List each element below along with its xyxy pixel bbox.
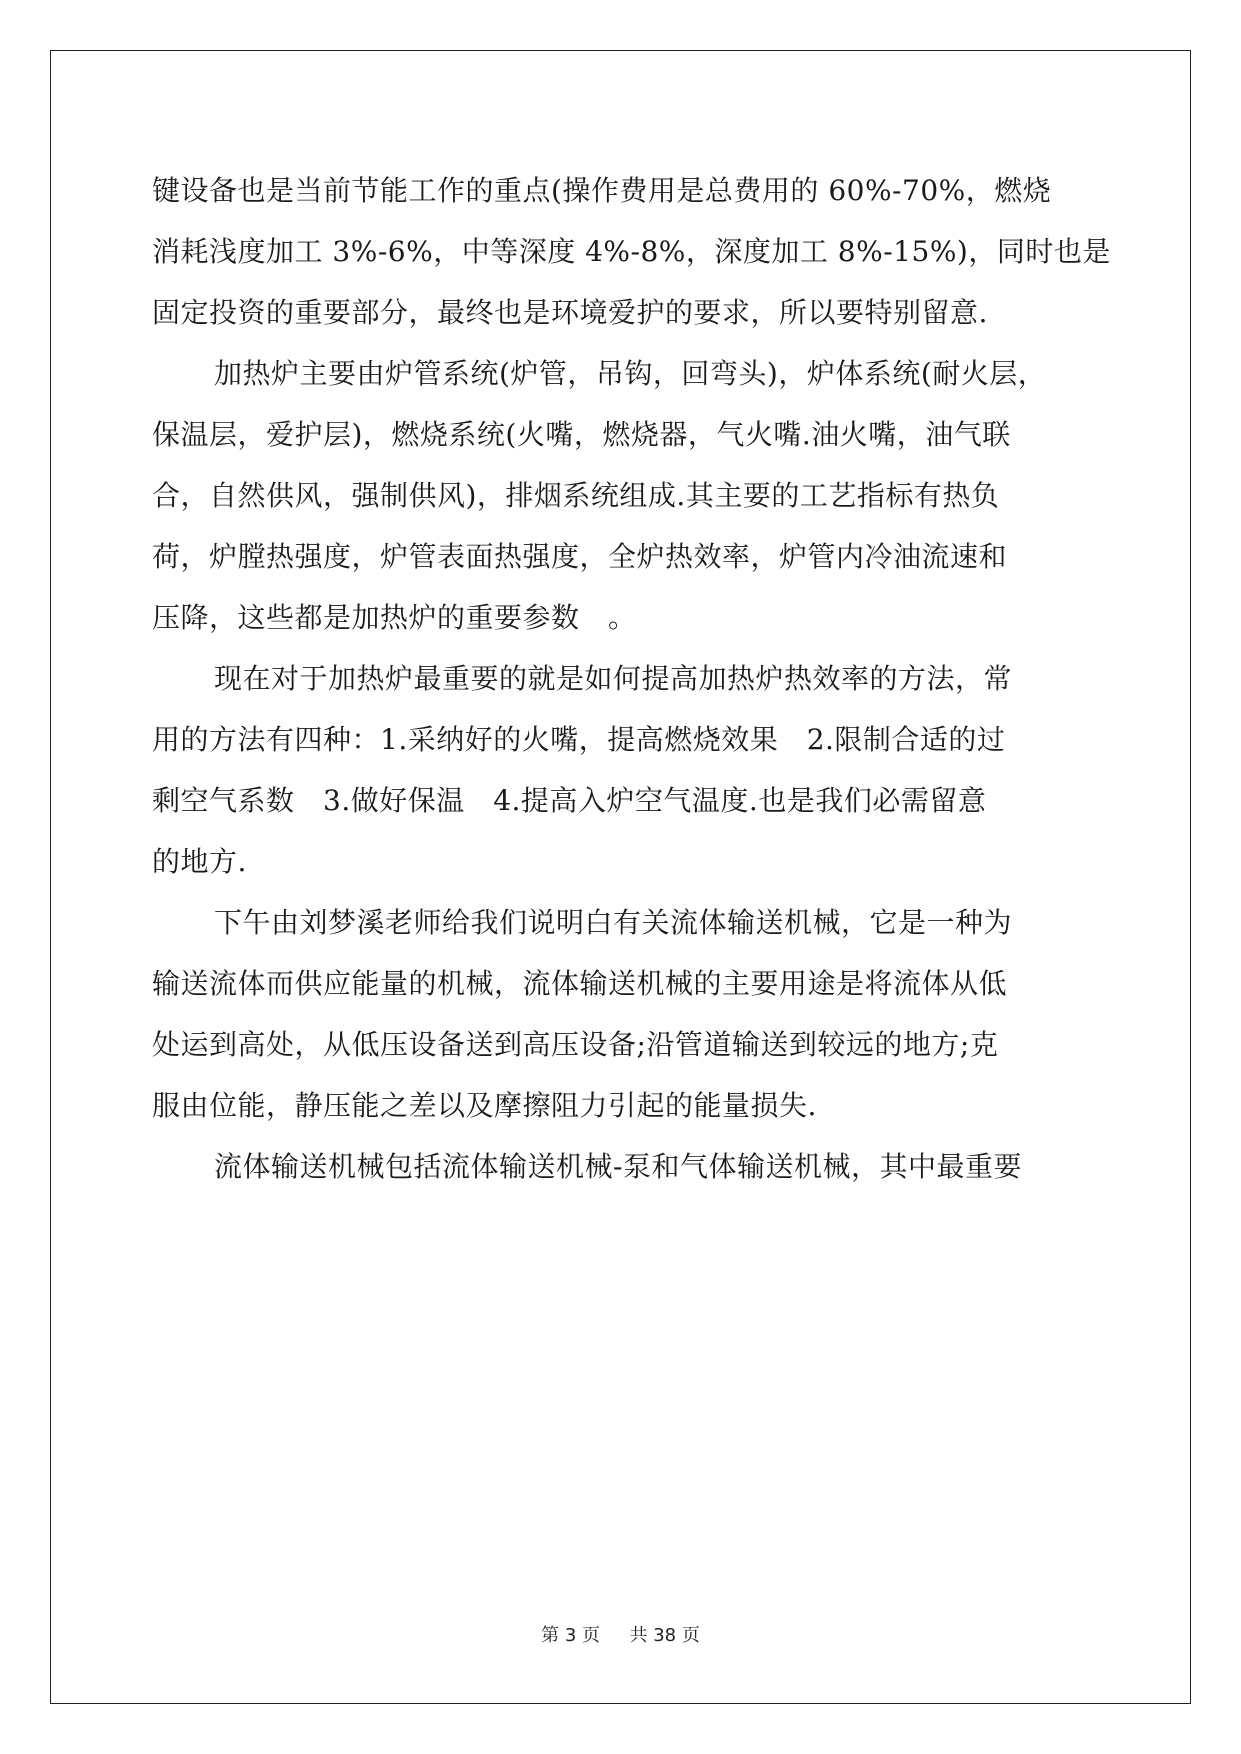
text-line: 保温层，爱护层)，燃烧系统(火嘴，燃烧器，气火嘴.油火嘴，油气联 [152, 418, 1011, 451]
page-number: 第 3 页 [541, 1625, 601, 1646]
paragraph-start-line: 下午由刘梦溪老师给我们说明白有关流体输送机械，它是一种为 [214, 906, 1013, 939]
document-body [152, 160, 1111, 1197]
total-pages: 共 38 页 [629, 1625, 700, 1646]
text-line: 荷，炉膛热强度，炉管表面热强度，全炉热效率，炉管内冷油流速和 [152, 540, 1008, 573]
text-line: 合，自然供风，强制供风)，排烟系统组成.其主要的工艺指标有热负 [152, 479, 1000, 512]
text-line: 消耗浅度加工 3%-6%，中等深度 4%-8%，深度加工 8%-15%)，同时也是 [152, 235, 1111, 268]
text-line: 处运到高处，从低压设备送到高压设备;沿管道输送到较远的地方;克 [152, 1028, 999, 1061]
text-line: 用的方法有四种：1.采纳好的火嘴，提高燃烧效果 2.限制合适的过 [152, 723, 1006, 756]
text-line: 的地方. [152, 845, 247, 878]
paragraph-start-line: 现在对于加热炉最重要的就是如何提高加热炉热效率的方法，常 [214, 662, 1013, 695]
page-footer [0, 1621, 1241, 1647]
text-line: 压降，这些都是加热炉的重要参数 。 [152, 601, 637, 634]
text-line: 键设备也是当前节能工作的重点(操作费用是总费用的 60%-70%，燃烧 [152, 174, 1052, 207]
text-line: 输送流体而供应能量的机械，流体输送机械的主要用途是将流体从低 [152, 967, 1008, 1000]
paragraph-start-line: 加热炉主要由炉管系统(炉管，吊钩，回弯头)，炉体系统(耐火层， [214, 357, 1047, 390]
paragraph-start-line: 流体输送机械包括流体输送机械-泵和气体输送机械，其中最重要 [214, 1150, 1022, 1183]
text-line: 剩空气系数 3.做好保温 4.提高入炉空气温度.也是我们必需留意 [152, 784, 987, 817]
text-line: 固定投资的重要部分，最终也是环境爱护的要求，所以要特别留意. [152, 296, 988, 329]
text-line: 服由位能，静压能之差以及摩擦阻力引起的能量损失. [152, 1089, 817, 1122]
